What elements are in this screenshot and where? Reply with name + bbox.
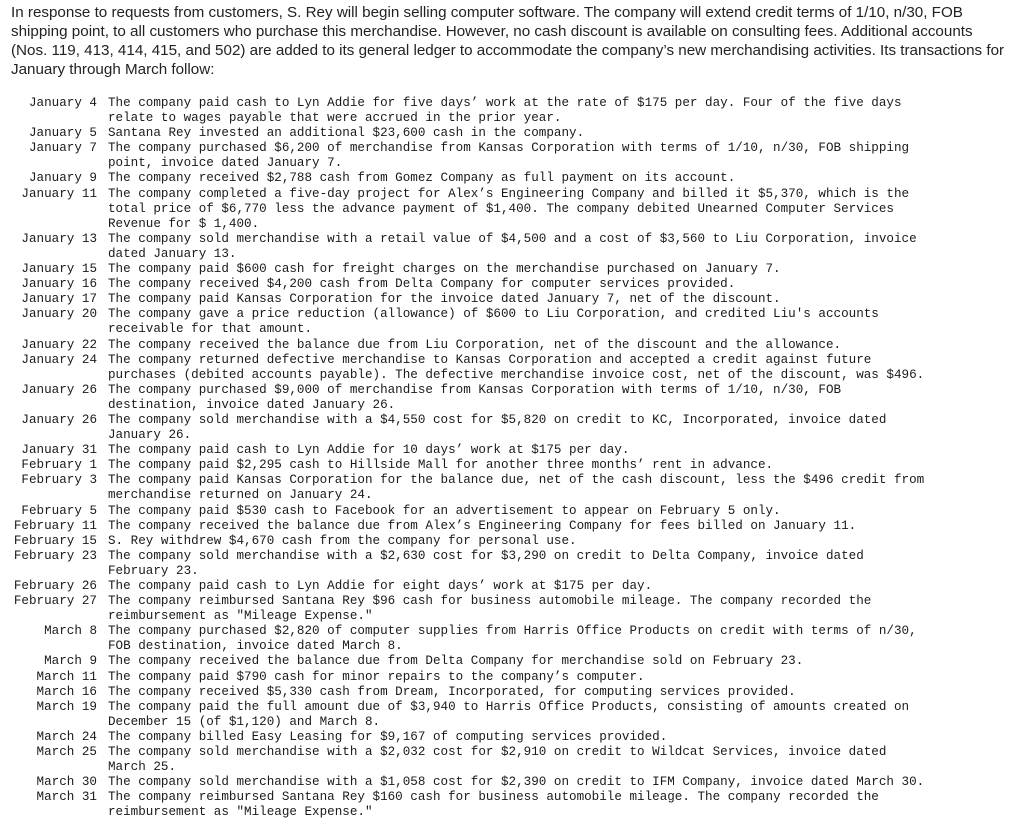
description-line: The company sold merchandise with a retail value of $4,500 and a cost of $3,560 to Liu Corporation, invoice (108, 231, 917, 246)
transaction-row (0, 473, 1024, 503)
transaction-row (0, 654, 1024, 669)
transaction-row (0, 624, 1024, 654)
description-line: The company reimbursed Santana Rey $96 cash for business automobile mileage. The company recorded the (108, 594, 872, 609)
description-line: The company paid $2,295 cash to Hillside Mall for another three months’ rent in advance. (108, 458, 774, 473)
transaction-date: February 26 (13, 579, 97, 593)
transaction-row (0, 96, 1024, 126)
transaction-description (108, 338, 968, 353)
transaction-date: March 16 (36, 684, 97, 699)
transaction-description (108, 96, 968, 126)
description-line: receivable for that amount. (108, 322, 313, 337)
transaction-row (0, 126, 1024, 141)
transaction-description (108, 262, 968, 277)
description-line: The company returned defective merchandise to Kansas Corporation and accepted a credit against future (108, 352, 872, 367)
transaction-description (108, 534, 968, 549)
transaction-list (0, 96, 1024, 821)
transaction-row (0, 292, 1024, 307)
transaction-description (108, 126, 968, 141)
transaction-description (108, 141, 968, 171)
description-line: The company reimbursed Santana Rey $160 cash for business automobile mileage. The company recorded the (108, 790, 879, 805)
transaction-description (108, 504, 968, 519)
transaction-row (0, 232, 1024, 262)
transaction-row (0, 277, 1024, 292)
description-line: The company received the balance due from Liu Corporation, net of the discount and the allowance. (108, 337, 842, 352)
transaction-date: January 11 (21, 186, 97, 201)
description-line: The company received the balance due from Delta Company for merchandise sold on February 23. (108, 654, 804, 669)
transaction-date: March 24 (36, 729, 97, 744)
description-line: The company received $2,788 cash from Gomez Company as full payment on its account. (108, 171, 736, 186)
transaction-description (108, 187, 968, 232)
description-line: total price of $6,770 less the advance payment of $1,400. The company debited Unearned Computer Services (108, 201, 894, 216)
transaction-description (108, 171, 968, 186)
transaction-row (0, 504, 1024, 519)
transaction-row (0, 790, 1024, 820)
transaction-date: January 22 (21, 337, 97, 352)
description-line: The company paid the full amount due of $3,940 to Harris Office Products, consisting of amounts created on (108, 699, 910, 714)
transaction-date: February 3 (21, 473, 97, 488)
transaction-date: January 13 (21, 231, 97, 246)
transaction-description (108, 730, 968, 745)
description-line: merchandise returned on January 24. (108, 488, 373, 503)
transaction-date: March 25 (36, 745, 97, 760)
description-line: reimbursement as "Mileage Expense." (108, 609, 373, 624)
transaction-description (108, 594, 968, 624)
description-line: The company gave a price reduction (allowance) of $600 to Liu Corporation, and credited Liu's accounts (108, 307, 879, 322)
transaction-description (108, 443, 968, 458)
transaction-date: January 26 (21, 382, 97, 397)
description-line: The company paid $790 cash for minor repairs to the company’s computer. (108, 669, 645, 684)
transaction-date: January 15 (21, 262, 97, 277)
description-line: The company purchased $6,200 of merchandise from Kansas Corporation with terms of 1/10, n/30, FOB shipping (108, 141, 910, 156)
transaction-row (0, 141, 1024, 171)
transaction-date: February 11 (13, 518, 97, 533)
transaction-row (0, 685, 1024, 700)
transaction-description (108, 292, 968, 307)
transaction-date: February 5 (21, 503, 97, 518)
description-line: The company paid $600 cash for freight charges on the merchandise purchased on January 7. (108, 262, 781, 277)
description-line: The company billed Easy Leasing for $9,167 of computing services provided. (108, 729, 668, 744)
transaction-date: January 17 (21, 292, 97, 307)
transaction-date: January 7 (28, 141, 97, 156)
description-line: point, invoice dated January 7. (108, 156, 343, 171)
description-line: The company paid cash to Lyn Addie for 10 days’ work at $175 per day. (108, 443, 630, 458)
description-line: The company completed a five-day project for Alex’s Engineering Company and billed it $5,370, which is the (108, 186, 910, 201)
transaction-row (0, 579, 1024, 594)
description-line: The company paid Kansas Corporation for the balance due, net of the cash discount, less the $496 credit from (108, 473, 925, 488)
transaction-row (0, 594, 1024, 624)
transaction-description (108, 549, 968, 579)
description-line: Santana Rey invested an additional $23,600 cash in the company. (108, 126, 585, 141)
transaction-description (108, 775, 968, 790)
transaction-row (0, 458, 1024, 473)
transaction-date: March 19 (36, 699, 97, 714)
transaction-date: January 26 (21, 412, 97, 427)
description-line: The company paid cash to Lyn Addie for eight days’ work at $175 per day. (108, 579, 653, 593)
transaction-date: January 31 (21, 443, 97, 458)
description-line: The company paid $530 cash to Facebook for an advertisement to appear on February 5 only. (108, 503, 781, 518)
transaction-description (108, 383, 968, 413)
transaction-date: January 20 (21, 307, 97, 322)
description-line: reimbursement as "Mileage Expense." (108, 805, 373, 820)
transaction-row (0, 745, 1024, 775)
description-line: dated January 13. (108, 246, 237, 261)
transaction-description (108, 232, 968, 262)
transaction-row (0, 353, 1024, 383)
transaction-row (0, 413, 1024, 443)
transaction-row (0, 443, 1024, 458)
transaction-description (108, 790, 968, 820)
transaction-row (0, 519, 1024, 534)
description-line: The company received $5,330 cash from Dream, Incorporated, for computing services provided. (108, 684, 796, 699)
description-line: relate to wages payable that were accrued in the prior year. (108, 111, 562, 126)
description-line: March 25. (108, 760, 177, 775)
transaction-date: January 24 (21, 352, 97, 367)
description-line: The company sold merchandise with a $4,550 cost for $5,820 on credit to KC, Incorporated, invoice dated (108, 412, 887, 427)
transaction-date: March 11 (36, 669, 97, 684)
transaction-description (108, 519, 968, 534)
description-line: purchases (debited accounts payable). The defective merchandise invoice cost, net of the discount, was $496. (108, 367, 925, 382)
transaction-description (108, 624, 968, 654)
transaction-description (108, 579, 968, 594)
description-line: February 23. (108, 563, 199, 578)
transaction-row (0, 549, 1024, 579)
transaction-row (0, 775, 1024, 790)
description-line: The company received $4,200 cash from Delta Company for computer services provided. (108, 277, 736, 292)
transaction-date: March 9 (44, 654, 97, 669)
transaction-row (0, 730, 1024, 745)
transaction-date: February 27 (13, 594, 97, 609)
description-line: FOB destination, invoice dated March 8. (108, 639, 403, 654)
description-line: The company purchased $9,000 of merchandise from Kansas Corporation with terms of 1/10, n/30, FOB (108, 382, 842, 397)
transaction-row (0, 534, 1024, 549)
description-line: January 26. (108, 428, 192, 443)
transaction-row (0, 383, 1024, 413)
description-line: The company received the balance due from Alex’s Engineering Company for fees billed on January 11. (108, 518, 857, 533)
transaction-description (108, 277, 968, 292)
description-line: The company sold merchandise with a $2,032 cost for $2,910 on credit to Wildcat Services, invoice dated (108, 745, 887, 760)
transaction-row (0, 262, 1024, 277)
transaction-date: February 23 (13, 548, 97, 563)
description-line: The company purchased $2,820 of computer supplies from Harris Office Products on credit with terms of n/30, (108, 624, 917, 639)
description-line: December 15 (of $1,120) and March 8. (108, 714, 381, 729)
transaction-description (108, 353, 968, 383)
transaction-description (108, 413, 968, 443)
transaction-row (0, 700, 1024, 730)
transaction-description (108, 654, 968, 669)
transaction-date: February 1 (21, 458, 97, 473)
transaction-date: March 8 (44, 624, 97, 639)
transaction-row (0, 171, 1024, 186)
description-line: The company sold merchandise with a $2,630 cost for $3,290 on credit to Delta Company, invoice dated (108, 548, 864, 563)
transaction-row (0, 307, 1024, 337)
transaction-description (108, 685, 968, 700)
transaction-description (108, 307, 968, 337)
transaction-description (108, 700, 968, 730)
description-line: S. Rey withdrew $4,670 cash from the company for personal use. (108, 533, 577, 548)
transaction-row (0, 338, 1024, 353)
transaction-description (108, 745, 968, 775)
description-line: The company paid cash to Lyn Addie for five days’ work at the rate of $175 per day. Four of the five days (108, 96, 902, 110)
transaction-date: January 16 (21, 277, 97, 292)
transaction-date: January 4 (28, 96, 97, 110)
transaction-row (0, 670, 1024, 685)
transaction-description (108, 458, 968, 473)
transaction-date: January 5 (28, 126, 97, 141)
problem-intro: In response to requests from customers, S. Rey will begin selling computer software. The company will extend credit terms of 1/10, n/30, FOB shipping point, to all customers who purchase this merchandise. However, no cash discount is available on consulting fees. Additional accounts (Nos. 119, 413, 414, 415, and 502) are added to its general ledger to accommodate the company’s new merchandising activities. Its transactions for January through March follow: (11, 4, 1005, 78)
transaction-row (0, 187, 1024, 232)
description-line: The company sold merchandise with a $1,058 cost for $2,390 on credit to IFM Company, invoice dated March 30. (108, 775, 925, 790)
description-line: Revenue for $ 1,400. (108, 216, 260, 231)
transaction-date: January 9 (28, 171, 97, 186)
description-line: destination, invoice dated January 26. (108, 397, 396, 412)
transaction-date: March 30 (36, 775, 97, 790)
transaction-description (108, 670, 968, 685)
transaction-date: February 15 (13, 533, 97, 548)
transaction-date: March 31 (36, 790, 97, 805)
transaction-description (108, 473, 968, 503)
description-line: The company paid Kansas Corporation for the invoice dated January 7, net of the discount. (108, 292, 781, 307)
